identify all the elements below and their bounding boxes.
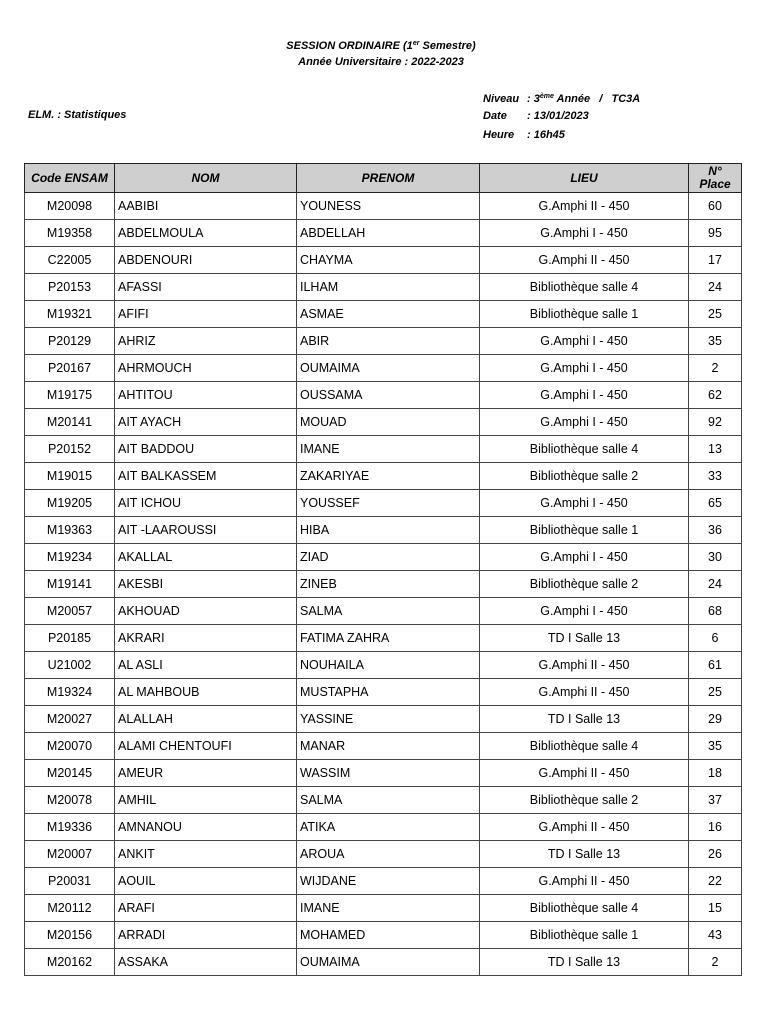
niveau-value-post: Année / TC3A [553,93,641,105]
niveau-label: Niveau [483,93,520,105]
cell-prenom: OUSSAMA [297,382,480,409]
table-row [25,679,742,706]
cell-place: 92 [689,409,742,436]
cell-prenom: FATIMA ZAHRA [297,625,480,652]
student-table [24,163,742,976]
session-title-end: Semestre) [419,40,476,52]
cell-code: P20185 [25,625,115,652]
cell-nom: AMEUR [115,760,297,787]
cell-code: M19015 [25,463,115,490]
cell-prenom: ASMAE [297,301,480,328]
cell-place: 24 [689,571,742,598]
col-header-lieu: LIEU [480,164,689,193]
cell-place: 25 [689,679,742,706]
table-row [25,652,742,679]
cell-place: 24 [689,274,742,301]
cell-prenom: YOUSSEF [297,490,480,517]
cell-lieu: G.Amphi I - 450 [480,409,689,436]
cell-prenom: ILHAM [297,274,480,301]
cell-place: 2 [689,355,742,382]
cell-lieu: G.Amphi I - 450 [480,598,689,625]
cell-place: 60 [689,193,742,220]
table-row [25,409,742,436]
col-header-place-line2: Place [699,177,731,191]
cell-prenom: YASSINE [297,706,480,733]
cell-prenom: ZIAD [297,544,480,571]
cell-code: M20078 [25,787,115,814]
cell-code: M19363 [25,517,115,544]
cell-nom: ANKIT [115,841,297,868]
session-title-sup: er [412,40,420,47]
cell-place: 2 [689,949,742,976]
cell-code: M20027 [25,706,115,733]
cell-code: M20145 [25,760,115,787]
cell-nom: AKHOUAD [115,598,297,625]
cell-prenom: SALMA [297,598,480,625]
cell-lieu: TD I Salle 13 [480,706,689,733]
table-row [25,814,742,841]
table-row [25,706,742,733]
table-row [25,247,742,274]
cell-code: M19175 [25,382,115,409]
cell-nom: AKALLAL [115,544,297,571]
cell-place: 36 [689,517,742,544]
cell-code: M20162 [25,949,115,976]
cell-code: P20152 [25,436,115,463]
cell-nom: AHRIZ [115,328,297,355]
cell-lieu: Bibliothèque salle 4 [480,733,689,760]
cell-lieu: G.Amphi II - 450 [480,247,689,274]
table-row [25,193,742,220]
cell-lieu: TD I Salle 13 [480,949,689,976]
cell-nom: AABIBI [115,193,297,220]
cell-place: 65 [689,490,742,517]
session-title-text: SESSION ORDINAIRE (1 [286,40,413,52]
col-header-code: Code ENSAM [25,164,115,193]
cell-place: 6 [689,625,742,652]
cell-nom: AIT -LAAROUSSI [115,517,297,544]
cell-place: 35 [689,733,742,760]
cell-prenom: ATIKA [297,814,480,841]
academic-year: Année Universitaire : 2022-2023 [298,56,464,68]
table-row [25,949,742,976]
session-title [0,40,762,52]
cell-prenom: ABIR [297,328,480,355]
cell-prenom: MOHAMED [297,922,480,949]
table-header-row [25,164,742,193]
cell-prenom: ZAKARIYAE [297,463,480,490]
table-row [25,571,742,598]
cell-code: M20007 [25,841,115,868]
table-row [25,787,742,814]
cell-prenom: ABDELLAH [297,220,480,247]
cell-code: M20057 [25,598,115,625]
table-row [25,598,742,625]
table-row [25,895,742,922]
col-header-nom: NOM [115,164,297,193]
cell-prenom: OUMAIMA [297,949,480,976]
table-row [25,490,742,517]
cell-prenom: WASSIM [297,760,480,787]
cell-lieu: Bibliothèque salle 2 [480,571,689,598]
cell-lieu: Bibliothèque salle 1 [480,922,689,949]
table-row [25,625,742,652]
cell-nom: AIT AYACH [115,409,297,436]
col-header-place-line1: N° [708,164,722,178]
cell-place: 16 [689,814,742,841]
table-row [25,760,742,787]
cell-lieu: G.Amphi II - 450 [480,760,689,787]
cell-nom: ALAMI CHENTOUFI [115,733,297,760]
table-row [25,841,742,868]
table-row [25,544,742,571]
cell-lieu: Bibliothèque salle 1 [480,517,689,544]
cell-nom: AL MAHBOUB [115,679,297,706]
cell-code: M20070 [25,733,115,760]
niveau-sup: ème [539,93,554,100]
cell-place: 62 [689,382,742,409]
cell-lieu: G.Amphi I - 450 [480,220,689,247]
cell-nom: AMHIL [115,787,297,814]
cell-nom: AKRARI [115,625,297,652]
table-row [25,517,742,544]
cell-code: P20129 [25,328,115,355]
cell-code: M19141 [25,571,115,598]
table-row [25,436,742,463]
table-row [25,382,742,409]
cell-lieu: G.Amphi I - 450 [480,490,689,517]
cell-prenom: YOUNESS [297,193,480,220]
cell-lieu: Bibliothèque salle 4 [480,436,689,463]
cell-nom: AHTITOU [115,382,297,409]
cell-nom: AOUIL [115,868,297,895]
cell-code: C22005 [25,247,115,274]
cell-lieu: Bibliothèque salle 1 [480,301,689,328]
cell-lieu: TD I Salle 13 [480,625,689,652]
cell-lieu: Bibliothèque salle 2 [480,787,689,814]
table-row [25,274,742,301]
cell-nom: AFIFI [115,301,297,328]
cell-prenom: MUSTAPHA [297,679,480,706]
cell-prenom: ZINEB [297,571,480,598]
cell-place: 35 [689,328,742,355]
cell-nom: AL ASLI [115,652,297,679]
cell-nom: AFASSI [115,274,297,301]
cell-lieu: Bibliothèque salle 4 [480,895,689,922]
cell-place: 61 [689,652,742,679]
cell-lieu: TD I Salle 13 [480,841,689,868]
cell-place: 43 [689,922,742,949]
niveau-row [483,93,640,105]
date-row [483,110,589,122]
heure-value: : 16h45 [527,129,565,141]
cell-nom: AIT ICHOU [115,490,297,517]
cell-code: M19234 [25,544,115,571]
cell-nom: ABDELMOULA [115,220,297,247]
table-row [25,922,742,949]
cell-nom: ABDENOURI [115,247,297,274]
cell-code: M19336 [25,814,115,841]
col-header-place [689,164,742,193]
cell-code: M20112 [25,895,115,922]
cell-prenom: IMANE [297,436,480,463]
cell-prenom: MOUAD [297,409,480,436]
table-row [25,328,742,355]
table-row [25,868,742,895]
cell-place: 29 [689,706,742,733]
cell-lieu: G.Amphi I - 450 [480,328,689,355]
cell-place: 68 [689,598,742,625]
cell-place: 95 [689,220,742,247]
cell-nom: ARAFI [115,895,297,922]
cell-nom: ASSAKA [115,949,297,976]
cell-lieu: G.Amphi II - 450 [480,193,689,220]
cell-place: 17 [689,247,742,274]
cell-code: M19324 [25,679,115,706]
cell-lieu: Bibliothèque salle 2 [480,463,689,490]
cell-lieu: G.Amphi II - 450 [480,652,689,679]
table-row [25,355,742,382]
elm-label: ELM. : Statistiques [28,109,127,121]
cell-nom: AKESBI [115,571,297,598]
cell-nom: AMNANOU [115,814,297,841]
col-header-prenom: PRENOM [297,164,480,193]
table-row [25,463,742,490]
cell-code: M20098 [25,193,115,220]
cell-lieu: G.Amphi I - 450 [480,544,689,571]
cell-place: 15 [689,895,742,922]
cell-prenom: AROUA [297,841,480,868]
cell-place: 33 [689,463,742,490]
heure-row [483,129,565,141]
cell-code: P20153 [25,274,115,301]
table-row [25,220,742,247]
cell-prenom: HIBA [297,517,480,544]
date-label: Date [483,110,507,122]
cell-lieu: G.Amphi I - 450 [480,355,689,382]
cell-nom: ALALLAH [115,706,297,733]
cell-place: 37 [689,787,742,814]
cell-prenom: NOUHAILA [297,652,480,679]
cell-code: M20141 [25,409,115,436]
table-row [25,301,742,328]
cell-lieu: G.Amphi II - 450 [480,868,689,895]
cell-code: U21002 [25,652,115,679]
cell-prenom: MANAR [297,733,480,760]
cell-place: 22 [689,868,742,895]
cell-nom: AHRMOUCH [115,355,297,382]
cell-place: 13 [689,436,742,463]
cell-place: 18 [689,760,742,787]
cell-place: 30 [689,544,742,571]
cell-prenom: IMANE [297,895,480,922]
niveau-value: : 3 [527,93,540,105]
cell-prenom: SALMA [297,787,480,814]
cell-lieu: G.Amphi II - 450 [480,814,689,841]
heure-label: Heure [483,129,515,141]
cell-nom: AIT BADDOU [115,436,297,463]
cell-prenom: OUMAIMA [297,355,480,382]
cell-code: M19358 [25,220,115,247]
cell-place: 25 [689,301,742,328]
cell-lieu: G.Amphi II - 450 [480,679,689,706]
table-row [25,733,742,760]
cell-lieu: G.Amphi I - 450 [480,382,689,409]
cell-prenom: WIJDANE [297,868,480,895]
cell-code: M19321 [25,301,115,328]
cell-code: P20167 [25,355,115,382]
cell-lieu: Bibliothèque salle 4 [480,274,689,301]
cell-prenom: CHAYMA [297,247,480,274]
date-value: : 13/01/2023 [527,110,589,122]
cell-code: M19205 [25,490,115,517]
cell-code: M20156 [25,922,115,949]
cell-place: 26 [689,841,742,868]
cell-code: P20031 [25,868,115,895]
cell-nom: AIT BALKASSEM [115,463,297,490]
cell-nom: ARRADI [115,922,297,949]
